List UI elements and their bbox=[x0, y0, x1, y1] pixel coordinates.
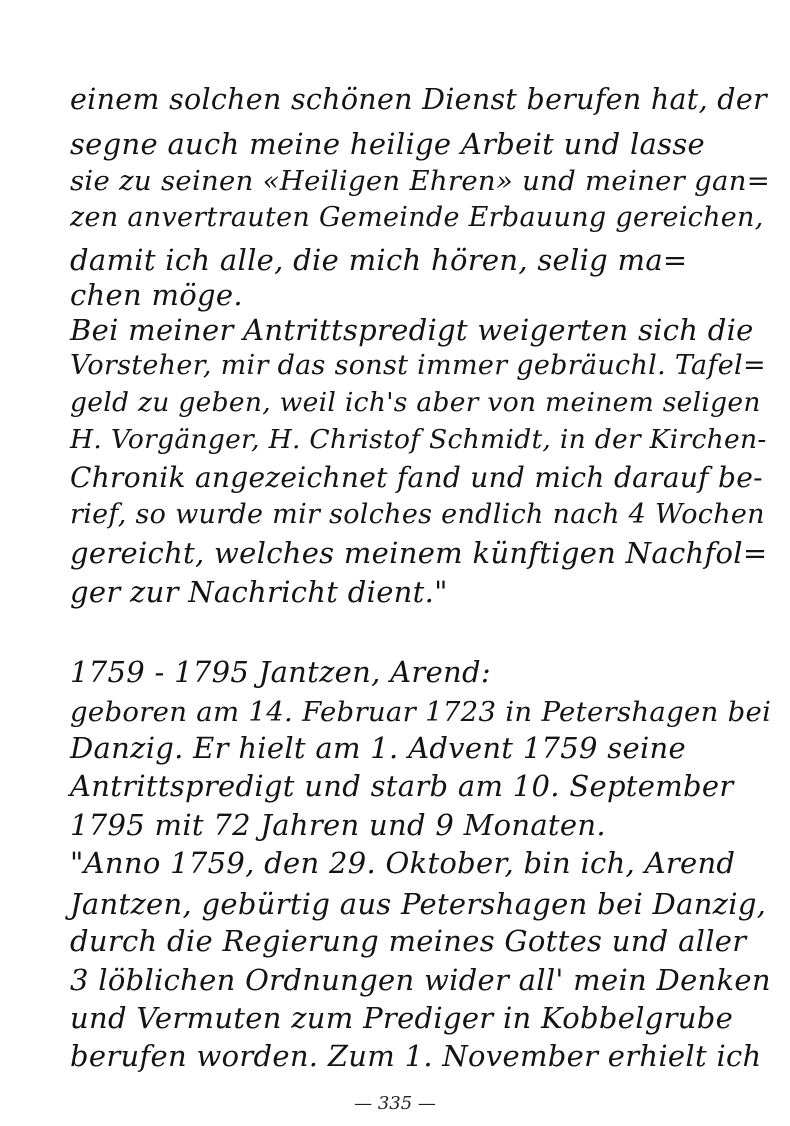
text-line: Antrittspredigt und starb am 10. September bbox=[70, 769, 734, 803]
text-line: gereicht, welches meinem künftigen Nachfol= bbox=[70, 536, 768, 570]
text-line: einem solchen schönen Dienst berufen hat, der bbox=[70, 83, 767, 116]
text-line: zen anvertrauten Gemeinde Erbauung gereichen, bbox=[70, 202, 764, 233]
text-line: sie zu seinen «Heiligen Ehren» und meiner gan= bbox=[70, 165, 771, 197]
page-number: — 335 — bbox=[354, 1093, 436, 1114]
text-line: Bei meiner Antrittspredigt weigerten sich die bbox=[70, 313, 754, 347]
text-line: Vorsteher, mir das sonst immer gebräuchl. Tafel= bbox=[70, 350, 766, 381]
text-line: durch die Regierung meines Gottes und aller bbox=[70, 924, 747, 958]
text-line: H. Vorgänger, H. Christof Schmidt, in der Kirchen- bbox=[70, 424, 767, 455]
text-line: damit ich alle, die mich hören, selig ma= bbox=[70, 243, 688, 277]
text-line: 1795 mit 72 Jahren und 9 Monaten. bbox=[70, 808, 606, 842]
text-line: "Anno 1759, den 29. Oktober, bin ich, Arend bbox=[70, 846, 736, 880]
text-line: chen möge. bbox=[70, 278, 243, 312]
text-line: Jantzen, gebürtig aus Petershagen bei Danzig, bbox=[70, 887, 767, 921]
text-line: geboren am 14. Februar 1723 in Petershagen bei bbox=[70, 696, 772, 728]
text-line: und Vermuten zum Prediger in Kobbelgrube bbox=[70, 1001, 734, 1035]
text-line: rief, so wurde mir solches endlich nach 4 Wochen bbox=[70, 499, 765, 530]
text-line: ger zur Nachricht dient." bbox=[70, 575, 448, 609]
text-line: Chronik angezeichnet fand und mich darauf be- bbox=[70, 461, 763, 494]
text-line: Danzig. Er hielt am 1. Advent 1759 seine bbox=[70, 731, 686, 765]
text-line: 3 löblichen Ordnungen wider all' mein Denken bbox=[70, 963, 771, 997]
text-line: berufen worden. Zum 1. November erhielt ich bbox=[70, 1039, 762, 1073]
text-line: segne auch meine heilige Arbeit und lasse bbox=[70, 127, 705, 161]
entry-heading: 1759 - 1795 Jantzen, Arend: bbox=[70, 655, 491, 689]
text-line: geld zu geben, weil ich's aber von meinem seligen bbox=[70, 387, 761, 418]
